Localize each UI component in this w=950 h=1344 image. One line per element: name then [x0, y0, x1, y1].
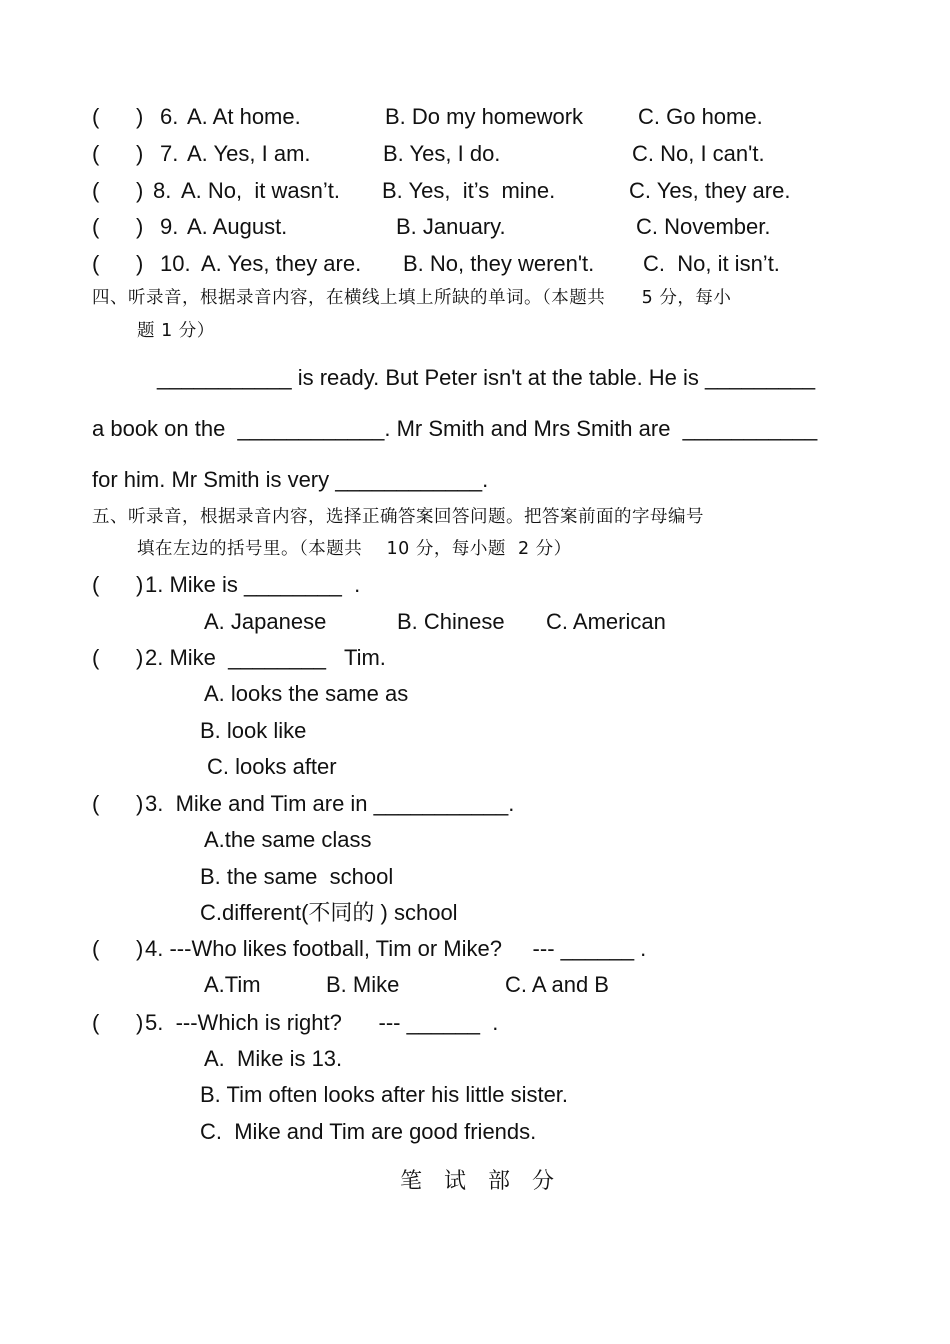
question-text: 2. Mike ________ Tim. [145, 645, 386, 670]
question-text: 3. Mike and Tim are in ___________. [145, 791, 515, 816]
part4-heading-line2: 题 1 分） [137, 321, 215, 341]
option-c: C. looks after [207, 754, 337, 779]
option-b: B. Do my homework [385, 104, 584, 129]
written-section-title: 笔试部分 [400, 1169, 577, 1194]
option-a: A. No, it wasn’t. [181, 178, 340, 203]
option-c: C.different(不同的 ) school [200, 900, 458, 925]
option-c: C. A and B [505, 972, 609, 997]
option-c: C. Yes, they are. [629, 178, 791, 203]
option-a: A. Yes, I am. [187, 141, 311, 166]
answer-paren: ( ) [92, 251, 144, 276]
fill-blank-line-2: a book on the ____________. Mr Smith and Mrs Smith are ___________ [92, 416, 818, 441]
question-text: 5. ---Which is right? --- ______ . [145, 1010, 499, 1035]
answer-paren: ( ) [92, 104, 144, 129]
part5-heading-line1: 五、听录音，根据录音内容，选择正确答案回答问题。把答案前面的字母编号 [92, 507, 704, 527]
option-b: B. January. [396, 214, 506, 239]
question-text: 4. ---Who likes football, Tim or Mike? --- ______ . [145, 936, 647, 961]
question-number: 9. [160, 214, 179, 239]
option-a: A. Japanese [204, 609, 327, 634]
fill-blank-line-3: for him. Mr Smith is very ____________. [92, 467, 489, 492]
option-c: C. November. [636, 214, 771, 239]
option-a: A.the same class [204, 827, 372, 852]
option-b: B. Yes, I do. [383, 141, 501, 166]
part5-heading-line2: 填在左边的括号里。（本题共 10 分，每小题 2 分） [137, 539, 572, 559]
answer-paren: ( ) [92, 141, 144, 166]
question-text: 1. Mike is ________ . [145, 572, 361, 597]
part4-heading-line1: 四、听录音，根据录音内容，在横线上填上所缺的单词。（本题共 5 分，每小 [92, 288, 732, 308]
option-b: B. Tim often looks after his little sister. [200, 1082, 569, 1107]
option-a: A. At home. [187, 104, 301, 129]
option-c: C. No, it isn’t. [643, 251, 780, 276]
option-b: B. Yes, it’s mine. [382, 178, 556, 203]
answer-paren: ( ) [92, 645, 144, 670]
option-a: A.Tim [204, 972, 261, 997]
fill-blank-line-1: ___________ is ready. But Peter isn't at the table. He is _________ [157, 365, 816, 390]
answer-paren: ( ) [92, 572, 144, 597]
question-number: 6. [160, 104, 179, 129]
option-b: B. look like [200, 718, 307, 743]
option-c: C. No, I can't. [632, 141, 765, 166]
option-b: B. Chinese [397, 609, 505, 634]
question-number: 8. [153, 178, 172, 203]
answer-paren: ( ) [92, 936, 144, 961]
option-a: A. August. [187, 214, 288, 239]
answer-paren: ( ) [92, 214, 144, 239]
option-c: C. Go home. [638, 104, 763, 129]
option-a: A. Mike is 13. [204, 1046, 343, 1071]
option-b: B. No, they weren't. [403, 251, 595, 276]
option-c: C. Mike and Tim are good friends. [200, 1119, 537, 1144]
answer-paren: ( ) [92, 1010, 144, 1035]
question-number: 7. [160, 141, 179, 166]
question-number: 10. [160, 251, 191, 276]
option-c: C. American [546, 609, 666, 634]
option-a: A. looks the same as [204, 681, 409, 706]
option-a: A. Yes, they are. [201, 251, 362, 276]
option-b: B. the same school [200, 864, 394, 889]
answer-paren: ( ) [92, 178, 144, 203]
answer-paren: ( ) [92, 791, 144, 816]
option-b: B. Mike [326, 972, 400, 997]
